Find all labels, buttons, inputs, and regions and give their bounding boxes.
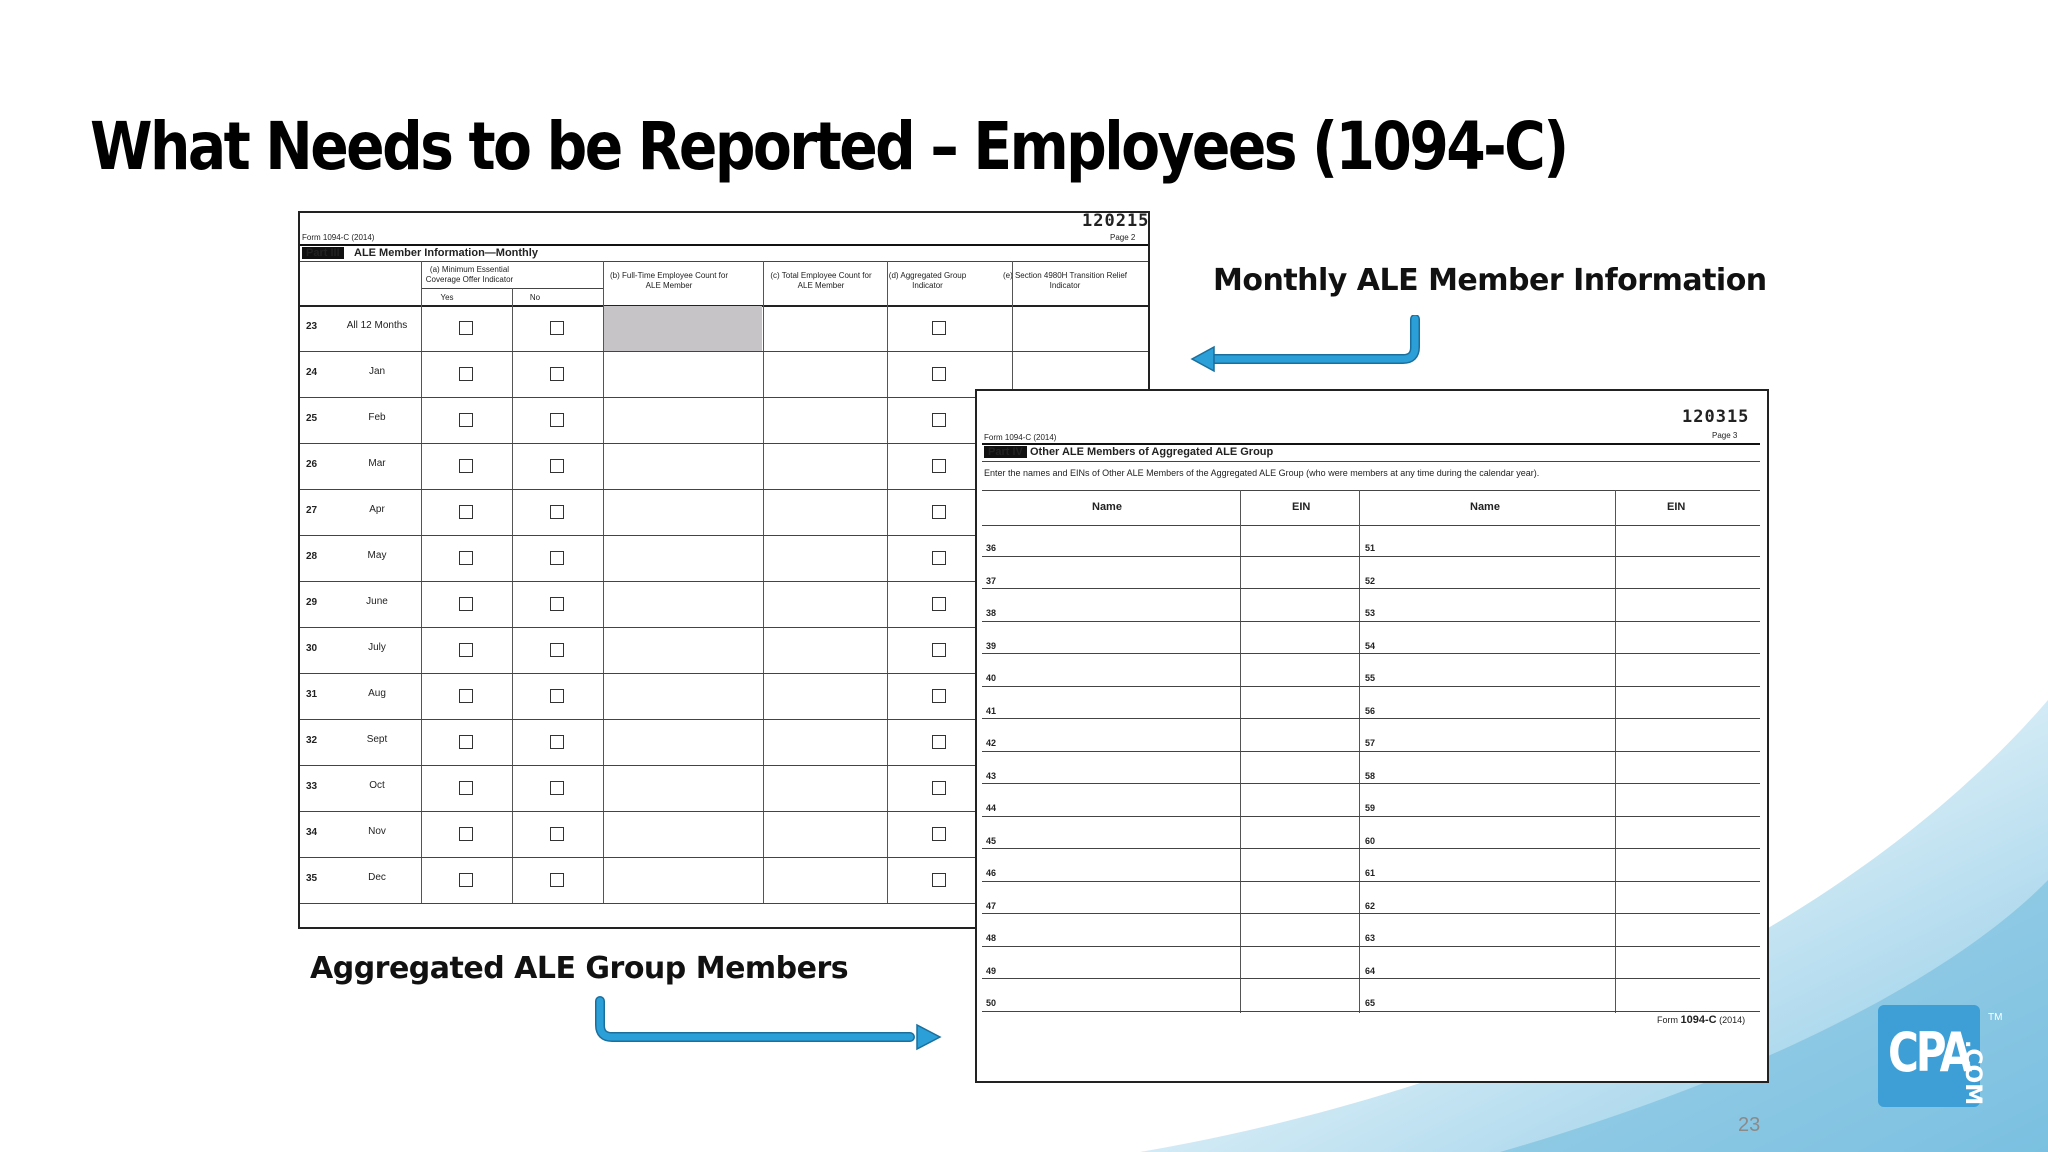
row-number-left: 40 (986, 673, 997, 683)
row-number-left: 37 (986, 575, 997, 586)
col-name-left: Name (1092, 501, 1122, 513)
col-a-no: No (529, 293, 541, 302)
part-label: Part IV (984, 446, 1027, 458)
checkbox-mec-no[interactable] (550, 689, 564, 703)
checkbox-aggregated-group[interactable] (932, 781, 946, 795)
checkbox-mec-no[interactable] (550, 781, 564, 795)
row-month-label: Feb (368, 412, 386, 423)
row-divider (982, 946, 1760, 947)
col-b-header: (b) Full-Time Employee Count for ALE Member (610, 271, 728, 290)
row-number: 32 (306, 735, 318, 746)
row-divider (982, 556, 1760, 557)
checkbox-mec-yes[interactable] (459, 551, 473, 565)
row-number-right: 61 (1365, 868, 1376, 878)
checkbox-mec-no[interactable] (550, 827, 564, 841)
row-month-label: May (367, 550, 387, 561)
checkbox-mec-no[interactable] (550, 459, 564, 473)
row-number-right: 58 (1365, 770, 1376, 781)
row-number-right: 64 (1365, 965, 1376, 976)
checkbox-mec-yes[interactable] (459, 781, 473, 795)
col-ein-right: EIN (1667, 501, 1686, 513)
footer-form: 1094-C (1680, 1014, 1717, 1026)
footer-prefix: Form (1657, 1015, 1678, 1025)
row-divider (982, 621, 1760, 622)
instruction: Enter the names and EINs of Other ALE Members of the Aggregated ALE Group (who were members at any time during the calendar year). (984, 468, 1540, 478)
form-page: Page 3 (1712, 431, 1738, 440)
row-number: 26 (306, 459, 318, 470)
row-number-left: 47 (986, 900, 997, 911)
row-divider (982, 783, 1760, 784)
checkbox-mec-no[interactable] (550, 643, 564, 657)
callout-monthly-ale: Monthly ALE Member Information (1213, 263, 1767, 298)
row-month-label: Apr (369, 504, 385, 515)
row-month-label: Dec (368, 872, 386, 883)
form-footer (1657, 1014, 1745, 1026)
row-number-right: 65 (1365, 998, 1376, 1008)
row-number-right: 63 (1365, 933, 1376, 943)
row-number: 31 (306, 689, 318, 700)
row-month-label: July (368, 642, 386, 653)
row-divider (982, 978, 1760, 979)
row-divider (982, 751, 1760, 752)
row-divider (982, 588, 1760, 589)
slide-title: What Needs to be Reported – Employees (1094-C) (90, 108, 1567, 185)
row-month-label: All 12 Months (346, 320, 408, 331)
row-divider (982, 881, 1760, 882)
checkbox-mec-no[interactable] (550, 505, 564, 519)
form-id: Form 1094-C (2014) (984, 433, 1057, 442)
row-number: 29 (306, 597, 318, 608)
checkbox-aggregated-group[interactable] (932, 413, 946, 427)
part-title: Other ALE Members of Aggregated ALE Group (1030, 446, 1274, 458)
col-d-header: (d) Aggregated Group Indicator (888, 271, 967, 290)
checkbox-aggregated-group[interactable] (932, 827, 946, 841)
row-number-left: 41 (986, 705, 997, 716)
row-number-left: 36 (986, 543, 997, 553)
row-month-label: Nov (368, 826, 386, 837)
row-number-right: 62 (1365, 900, 1376, 911)
checkbox-mec-yes[interactable] (459, 321, 473, 335)
row-number-right: 57 (1365, 738, 1376, 748)
checkbox-mec-no[interactable] (550, 367, 564, 381)
checkbox-mec-yes[interactable] (459, 505, 473, 519)
checkbox-aggregated-group[interactable] (932, 505, 946, 519)
row-divider (982, 848, 1760, 849)
row-number-right: 56 (1365, 705, 1376, 716)
checkbox-mec-yes[interactable] (459, 643, 473, 657)
footer-year: (2014) (1719, 1015, 1746, 1025)
row-number: 25 (306, 413, 318, 424)
row-number-right: 55 (1365, 673, 1376, 683)
logo-suffix: .COM (1960, 1040, 1985, 1106)
logo-main: CPA (1888, 1021, 1970, 1084)
part-label: Part III (302, 247, 344, 259)
checkbox-aggregated-group[interactable] (932, 735, 946, 749)
row-month-label: June (366, 596, 388, 607)
col-a-yes: Yes (440, 293, 454, 302)
row-number-right: 54 (1365, 640, 1376, 651)
row-divider (982, 816, 1760, 817)
col-name-right: Name (1470, 501, 1500, 513)
checkbox-mec-yes[interactable] (459, 689, 473, 703)
row-number-left: 43 (986, 770, 997, 781)
arrow-to-part3 (1180, 315, 1425, 375)
row-number: 23 (306, 321, 318, 332)
col-c-header: (c) Total Employee Count for ALE Member (770, 271, 872, 290)
shaded-cell (604, 306, 762, 351)
page-number: 23 (1738, 1114, 1761, 1136)
checkbox-mec-no[interactable] (550, 413, 564, 427)
column-divider (763, 261, 764, 903)
row-month-label: Jan (368, 366, 386, 377)
checkbox-aggregated-group[interactable] (932, 551, 946, 565)
callout-aggregated-group: Aggregated ALE Group Members (310, 951, 849, 986)
row-month-label: Sept (366, 734, 388, 745)
checkbox-mec-yes[interactable] (459, 367, 473, 381)
checkbox-aggregated-group[interactable] (932, 367, 946, 381)
row-number-right: 59 (1365, 803, 1376, 813)
checkbox-mec-no[interactable] (550, 735, 564, 749)
row-divider (982, 686, 1760, 687)
checkbox-aggregated-group[interactable] (932, 873, 946, 887)
row-number: 35 (306, 873, 318, 884)
row-number-right: 60 (1365, 835, 1376, 846)
row-month-label: Aug (368, 688, 386, 699)
row-number: 30 (306, 643, 318, 654)
checkbox-mec-yes[interactable] (459, 873, 473, 887)
row-number-left: 50 (986, 998, 997, 1008)
part-title: ALE Member Information—Monthly (354, 247, 538, 259)
row-number: 28 (306, 551, 318, 562)
col-ein-left: EIN (1292, 501, 1311, 513)
checkbox-aggregated-group[interactable] (932, 643, 946, 657)
row-divider (982, 718, 1760, 719)
checkbox-mec-no[interactable] (550, 597, 564, 611)
form-page: Page 2 (1110, 233, 1136, 242)
checkbox-aggregated-group[interactable] (932, 459, 946, 473)
row-number-right: 51 (1365, 543, 1376, 553)
row-month-label: Mar (368, 458, 386, 469)
row-number-left: 39 (986, 640, 997, 651)
row-divider (982, 653, 1760, 654)
row-number-left: 46 (986, 868, 997, 878)
form-barcode: 120215 (1082, 211, 1150, 231)
checkbox-mec-yes[interactable] (459, 459, 473, 473)
row-number: 34 (306, 827, 318, 838)
logo-tm: TM (1988, 1012, 2003, 1023)
form-barcode: 120315 (1682, 407, 1750, 427)
col-a-header: (a) Minimum Essential Coverage Offer Indicator (425, 265, 514, 284)
row-divider (982, 1011, 1760, 1012)
checkbox-mec-yes[interactable] (459, 597, 473, 611)
row-number-left: 48 (986, 933, 997, 943)
checkbox-aggregated-group[interactable] (932, 689, 946, 703)
checkbox-aggregated-group[interactable] (932, 597, 946, 611)
row-number-left: 44 (986, 803, 997, 813)
col-e-header: (e) Section 4980H Transition Relief Indicator (1002, 271, 1128, 290)
row-number-right: 53 (1365, 608, 1376, 618)
column-divider (421, 261, 422, 903)
checkbox-mec-no[interactable] (550, 321, 564, 335)
arrow-to-part4 (585, 995, 945, 1055)
row-number: 33 (306, 781, 318, 792)
form-id: Form 1094-C (2014) (302, 233, 375, 242)
row-number-right: 52 (1365, 575, 1376, 586)
row-divider (982, 913, 1760, 914)
row-number: 24 (306, 367, 318, 378)
column-divider (887, 261, 888, 903)
row-number-left: 49 (986, 965, 997, 976)
column-divider (603, 261, 604, 903)
checkbox-mec-no[interactable] (550, 873, 564, 887)
row-number-left: 38 (986, 608, 997, 618)
checkbox-mec-yes[interactable] (459, 735, 473, 749)
row-number: 27 (306, 505, 318, 516)
checkbox-aggregated-group[interactable] (932, 321, 946, 335)
checkbox-mec-no[interactable] (550, 551, 564, 565)
row-month-label: Oct (369, 780, 385, 791)
form-1094c-part4 (975, 389, 1769, 1083)
checkbox-mec-yes[interactable] (459, 827, 473, 841)
checkbox-mec-yes[interactable] (459, 413, 473, 427)
row-number-left: 42 (986, 738, 997, 748)
row-number-left: 45 (986, 835, 997, 846)
row-divider (300, 351, 1148, 352)
